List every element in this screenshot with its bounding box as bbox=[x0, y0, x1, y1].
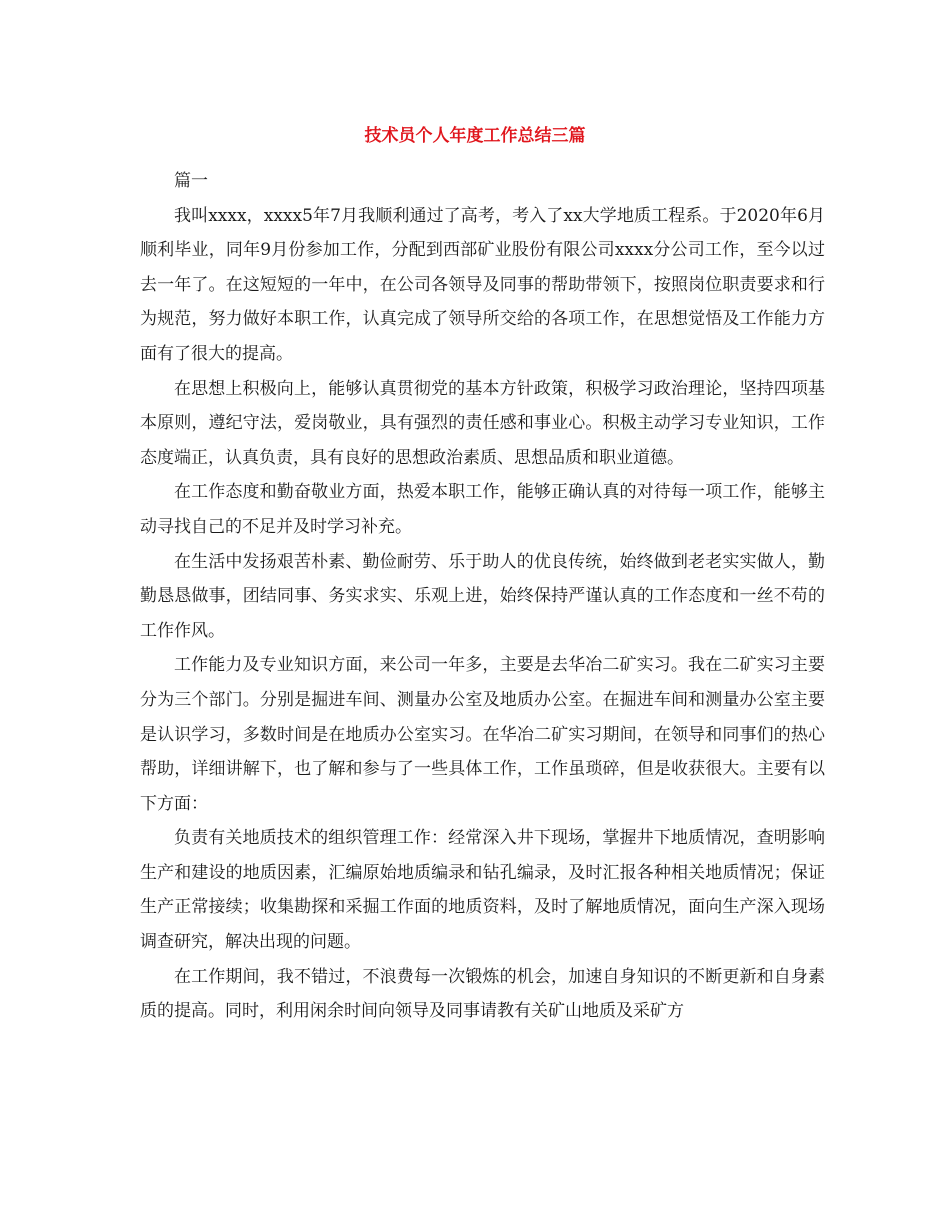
document-title: 技术员个人年度工作总结三篇 bbox=[364, 126, 586, 146]
paragraph: 在生活中发扬艰苦朴素、勤俭耐劳、乐于助人的优良传统，始终做到老老实实做人，勤勤恳恳做事，团结同事、务实求实、乐观上进，始终保持严谨认真的工作态度和一丝不苟的工作作风。 bbox=[140, 551, 825, 641]
paragraph: 在工作态度和勤奋敬业方面，热爱本职工作，能够正确认真的对待每一项工作，能够主动寻找自己的不足并及时学习补充。 bbox=[140, 482, 825, 537]
paragraph: 在工作期间，我不错过，不浪费每一次锻炼的机会，加速自身知识的不断更新和自身素质的提高。同时，利用闲余时间向领导及同事请教有关矿山地质及采矿方 bbox=[140, 966, 825, 1022]
section-heading: 篇一 bbox=[174, 171, 208, 191]
document-body bbox=[140, 164, 825, 1029]
paragraph: 负责有关地质技术的组织管理工作：经常深入井下现场，掌握井下地质情况，查明影响生产和建设的地质因素，汇编原始地质编录和钻孔编录，及时汇报各种相关地质情况；保证生产正常接续；收集勘探和采掘工作面的地质资料，及时了解地质情况，面向生产深入现场调查研究，解决出现的问题。 bbox=[140, 828, 825, 953]
paragraph: 我叫xxxx，xxxx5年7月我顺利通过了高考，考入了xx大学地质工程系。于2020年6月顺利毕业，同年9月份参加工作，分配到西部矿业股份有限公司xxxx分公司工作，至今以过去一年了。在这短短的一年中，在公司各领导及同事的帮助带领下，按照岗位职责要求和行为规范，努力做好本职工作，认真完成了领导所交给的各项工作，在思想觉悟及工作能力方面有了很大的提高。 bbox=[140, 205, 825, 364]
paragraph: 在思想上积极向上，能够认真贯彻党的基本方针政策，积极学习政治理论，坚持四项基本原则，遵纪守法，爱岗敬业，具有强烈的责任感和事业心。积极主动学习专业知识，工作态度端正，认真负责，具有良好的思想政治素质、思想品质和职业道德。 bbox=[140, 378, 825, 468]
paragraph: 工作能力及专业知识方面，来公司一年多，主要是去华冶二矿实习。我在二矿实习主要分为三个部门。分别是掘进车间、测量办公室及地质办公室。在掘进车间和测量办公室主要是认识学习，多数时间是在地质办公室实习。在华冶二矿实习期间，在领导和同事们的热心帮助，详细讲解下，也了解和参与了一些具体工作，工作虽琐碎，但是收获很大。主要有以下方面： bbox=[140, 655, 825, 814]
